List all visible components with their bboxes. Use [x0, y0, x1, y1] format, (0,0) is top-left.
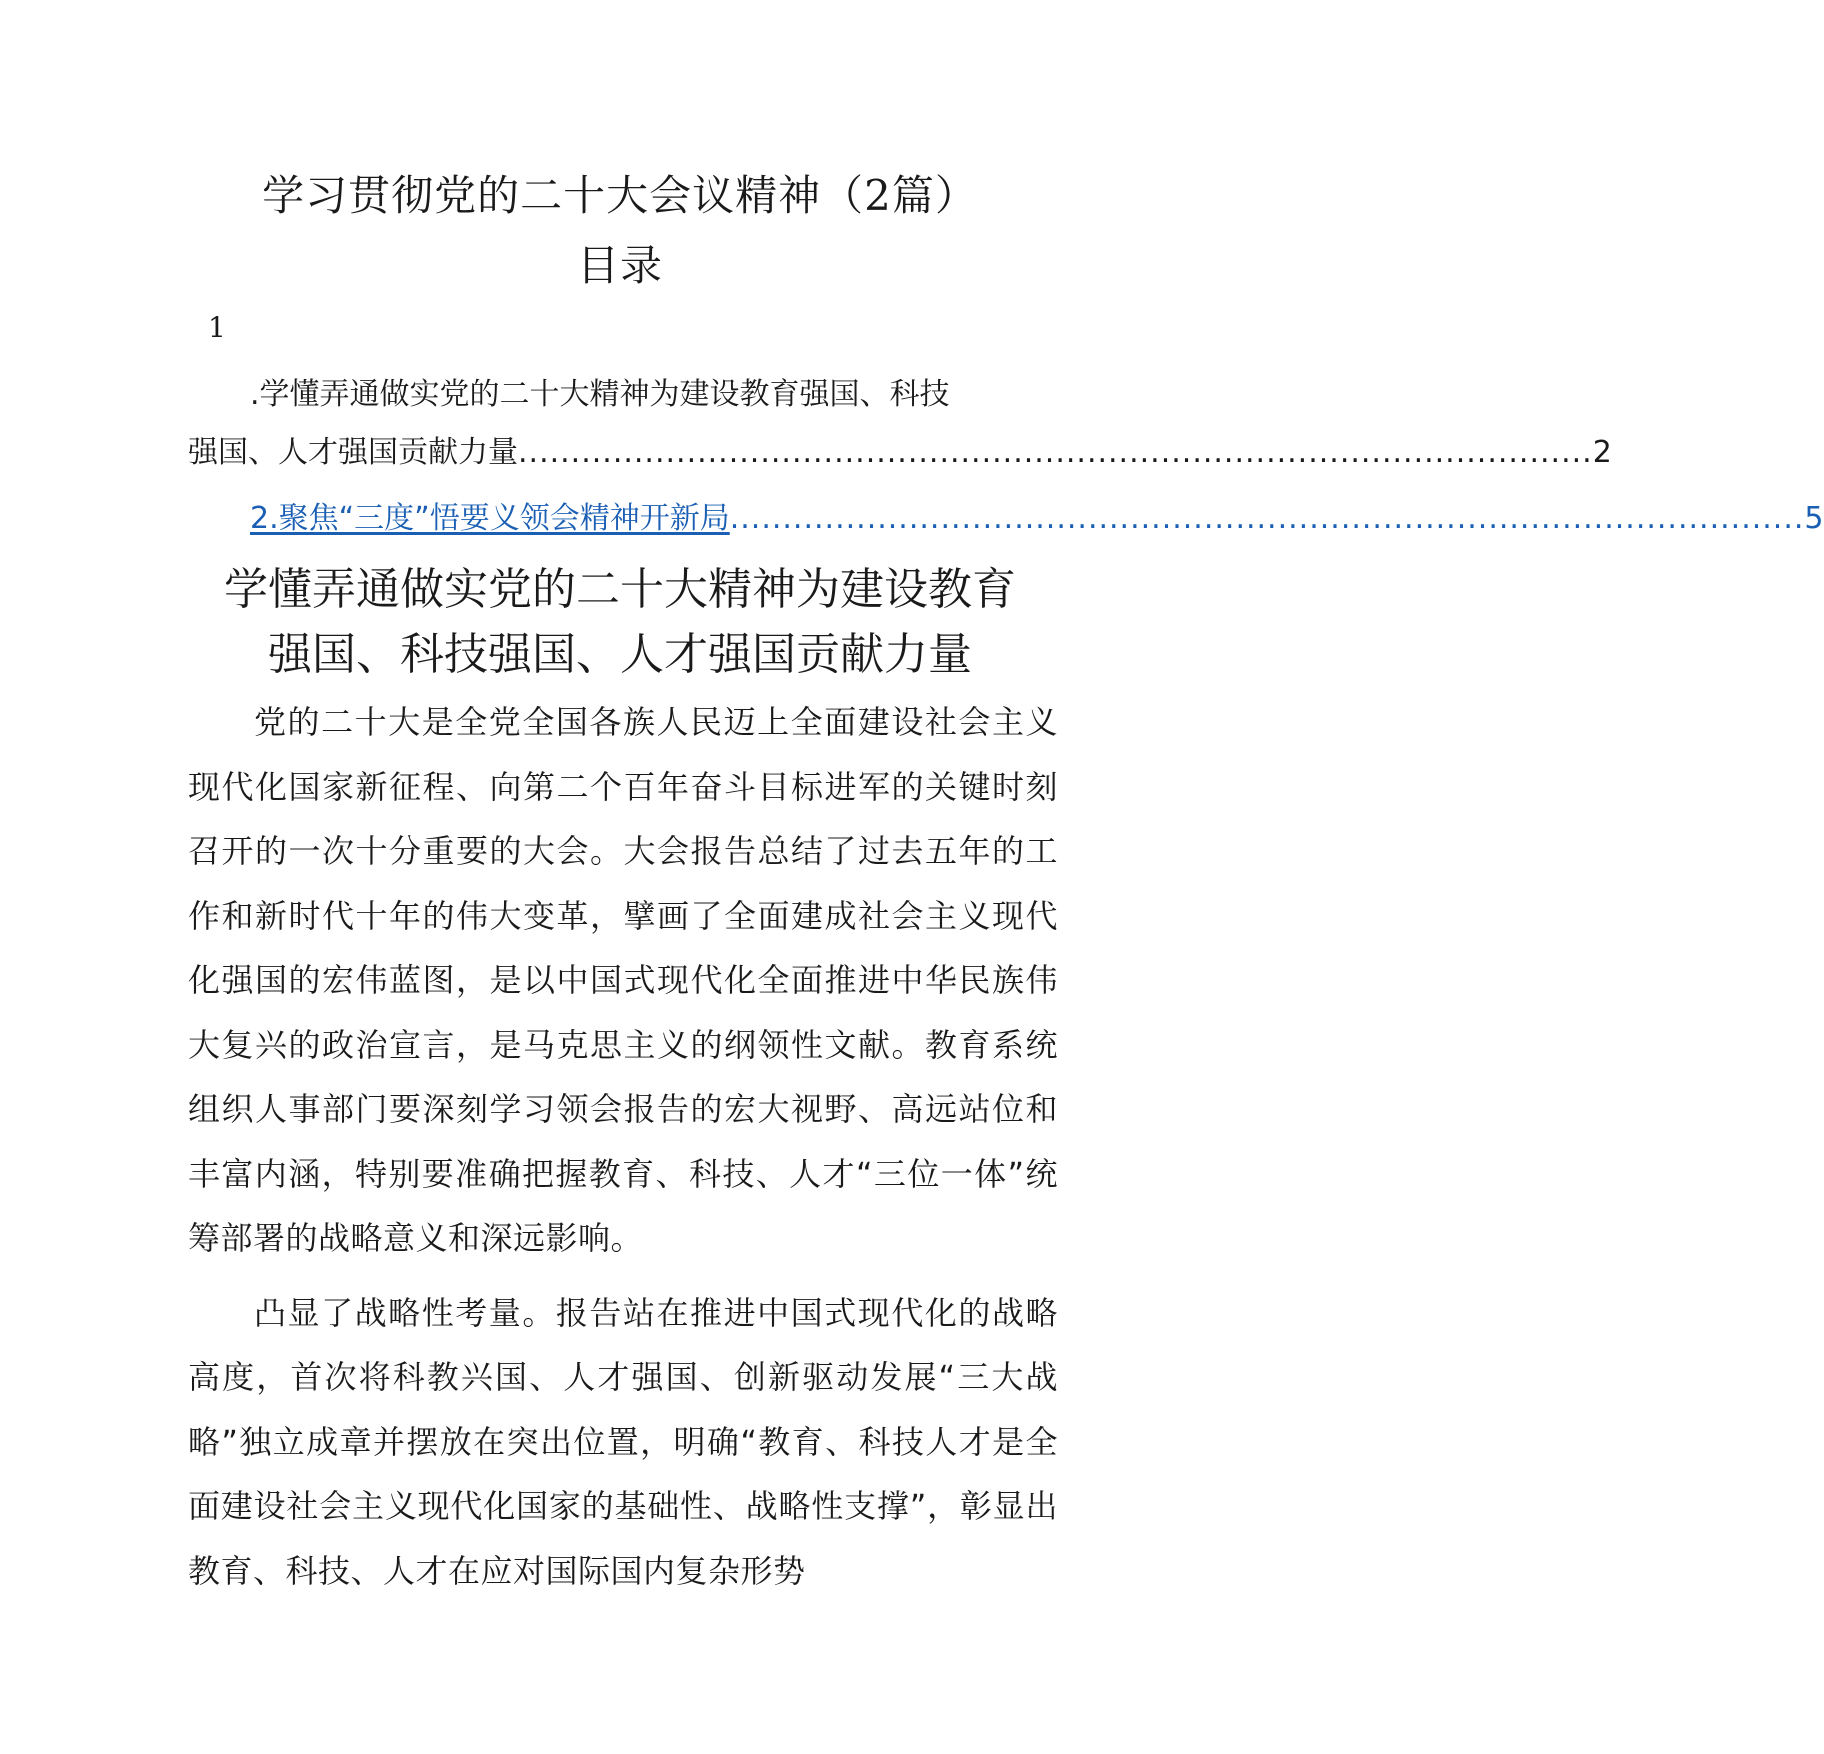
- document-title-prefix: 学习贯彻党的二十大会议精神（: [262, 171, 865, 220]
- toc-entry-1-line-1[interactable]: [188, 370, 1050, 420]
- paragraph-1: 党的二十大是全党全国各族人民迈上全面建设社会主义现代化国家新征程、向第二个百年奋斗目标进军的关键时刻召开的一次十分重要的大会。大会报告总结了过去五年的工作和新时代十年的伟大变革，擘画了全面建成社会主义现代化强国的宏伟蓝图，是以中国式现代化全面推进中华民族伟大复兴的政治宣言，是马克思主义的纲领性文献。教育系统组织人事部门要深刻学习领会报告的宏大视野、高远站位和丰富内涵，特别要准确把握教育、科技、人才“三位一体”统筹部署的战略意义和深远影响。: [188, 703, 1058, 1257]
- section-title-line-2: 强国、科技强国、人才强国贡献力量: [268, 629, 972, 680]
- document-title-count: 2: [864, 171, 892, 220]
- body-text: [188, 690, 1058, 1613]
- toc-entry-1-text[interactable]: .学懂弄通做实党的二十大精神为建设教育强国、科技: [250, 377, 950, 412]
- toc-entry-1-line-2[interactable]: [188, 428, 1612, 478]
- section-title-line-1: 学懂弄通做实党的二十大精神为建设教育: [224, 564, 1016, 615]
- toc-entry-1-leader: ......................................................................................................: [518, 435, 1593, 470]
- toc-entry-2-page[interactable]: 5: [1804, 501, 1824, 536]
- toc-entry-2-link[interactable]: [188, 494, 1824, 544]
- toc-heading: 目录: [576, 241, 663, 290]
- paragraph-2: 凸显了战略性考量。报告站在推进中国式现代化的战略高度，首次将科教兴国、人才强国、创新驱动发展“三大战略”独立成章并摆放在突出位置，明确“教育、科技人才是全面建设社会主义现代化国家的基础性、战略性支撑”，彰显出教育、科技、人才在应对国际国内复杂形势: [188, 1293, 1058, 1590]
- toc-marker: 1: [208, 311, 226, 344]
- toc-entry-2-text[interactable]: 2.聚焦“三度”悟要义领会精神开新局: [250, 501, 730, 536]
- toc-entry-1-text-cont[interactable]: 强国、人才强国贡献力量: [188, 435, 518, 470]
- document-title-suffix: 篇）: [891, 171, 978, 220]
- toc-entry-1-page[interactable]: 2: [1592, 435, 1612, 470]
- document-title: [0, 170, 1240, 222]
- toc-entry-2-leader: ......................................................................................................: [729, 501, 1805, 536]
